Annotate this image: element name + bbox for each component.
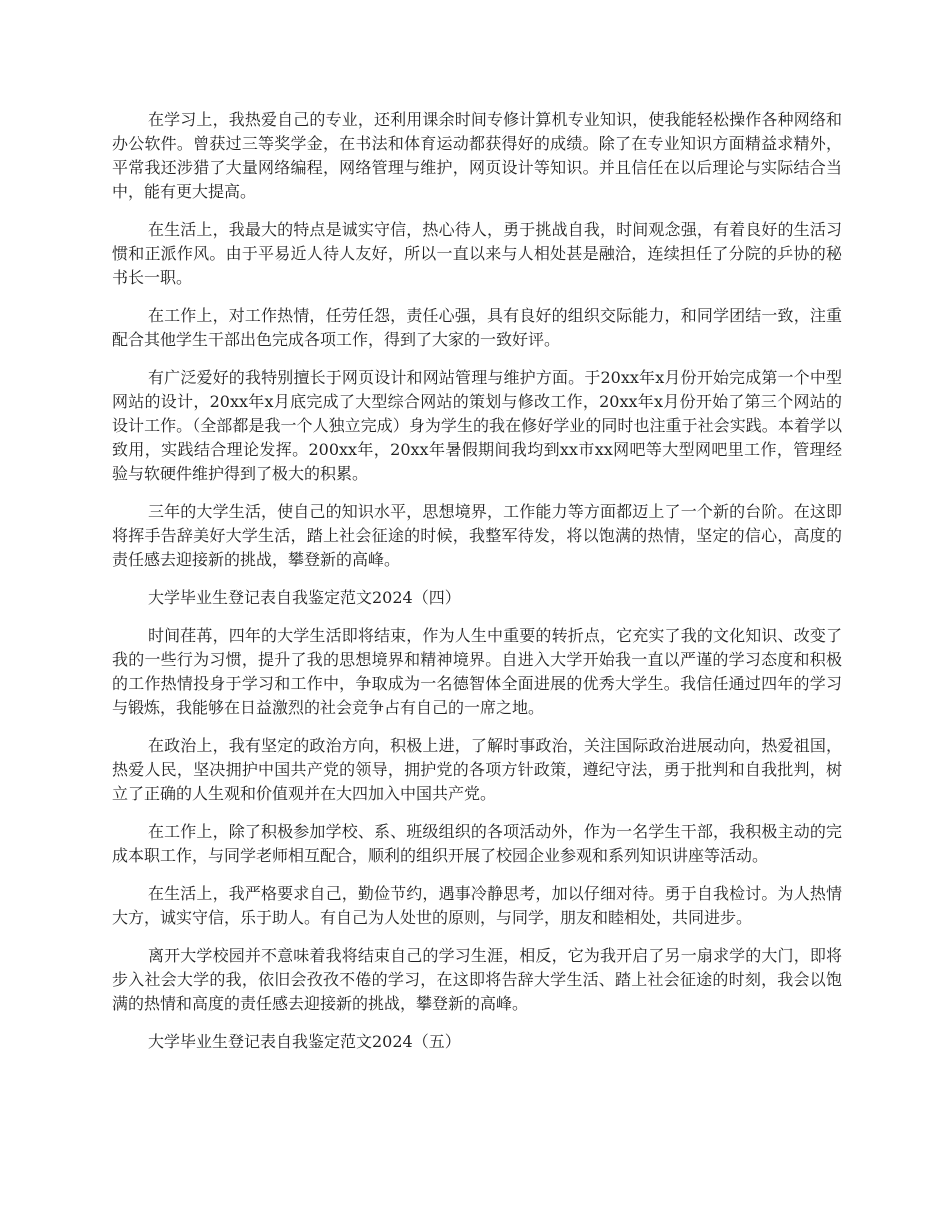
paragraph-work: 在工作上，对工作热情，任劳任怨，责任心强，具有良好的组织交际能力，和同学团结一致，注重配合其他学生干部出色完成各项工作，得到了大家的一致好评。 (112, 306, 842, 349)
paragraph-time-passes: 时间荏苒，四年的大学生活即将结束，作为人生中重要的转折点，它充实了我的文化知识、改变了我的一些行为习惯，提升了我的思想境界和精神境界。自进入大学开始我一直以严谨的学习态度和积极的工作热情投身于学习和工作中，争取成为一名德智体全面进展的优秀大学生。我信任通过四年的学习与锻炼，我能够在日益激烈的社会竞争占有自己的一席之地。 (112, 626, 842, 717)
paragraph-work-activities: 在工作上，除了积极参加学校、系、班级组织的各项活动外，作为一名学生干部，我积极主动的完成本职工作，与同学老师相互配合，顺利的组织开展了校园企业参观和系列知识讲座等活动。 (112, 822, 842, 865)
paragraph-web-design: 有广泛爱好的我特别擅长于网页设计和网站管理与维护方面。于20xx年x月份开始完成第一个中型网站的设计，20xx年x月底完成了大型综合网站的策划与修改工作，20xx年x月份开始了第三个网站的设计工作。（全部都是我一个人独立完成）身为学生的我在修好学业的同时也注重于社会实践。本着学以致用，实践结合理论发挥。200xx年，20xx年暑假期间我均到xx市xx网吧等大型网吧里工作，管理经验与软硬件维护得到了极大的积累。 (112, 368, 842, 483)
paragraph-politics: 在政治上，我有坚定的政治方向，积极上进，了解时事政治，关注国际政治进展动向，热爱祖国，热爱人民，坚决拥护中国共产党的领导，拥护党的各项方针政策，遵纪守法，勇于批判和自我批判，树立了正确的人生观和价值观并在大四加入中国共产党。 (112, 736, 842, 803)
paragraph-leaving-campus: 离开大学校园并不意味着我将结束自己的学习生涯，相反，它为我开启了另一扇求学的大门，即将步入社会大学的我，依旧会孜孜不倦的学习，在这即将告辞大学生活、踏上社会征途的时刻，我会以饱满的热情和高度的责任感去迎接新的挑战，攀登新的高峰。 (112, 946, 842, 1013)
paragraph-life: 在生活上，我最大的特点是诚实守信，热心待人，勇于挑战自我，时间观念强，有着良好的生活习惯和正派作风。由于平易近人待人友好，所以一直以来与人相处甚是融洽，连续担任了分院的乒协的秘书长一职。 (112, 220, 842, 287)
document-body (112, 108, 842, 1068)
paragraph-daily-life: 在生活上，我严格要求自己，勤俭节约，遇事冷静思考，加以仔细对待。勇于自我检讨。为人热情大方，诚实守信，乐于助人。有自己为人处世的原则，与同学，朋友和睦相处，共同进步。 (112, 884, 842, 927)
paragraph-study: 在学习上，我热爱自己的专业，还利用课余时间专修计算机专业知识，使我能轻松操作各种网络和办公软件。曾获过三等奖学金，在书法和体育运动都获得好的成绩。除了在专业知识方面精益求精外，平常我还涉猎了大量网络编程，网络管理与维护，网页设计等知识。并且信任在以后理论与实际结合当中，能有更大提高。 (112, 110, 842, 201)
section-heading-five: 大学毕业生登记表自我鉴定范文2024（五） (148, 1032, 461, 1051)
paragraph-three-years: 三年的大学生活，使自己的知识水平，思想境界，工作能力等方面都迈上了一个新的台阶。在这即将挥手告辞美好大学生活，踏上社会征途的时候，我整军待发，将以饱满的热情，坚定的信心，高度的责任感去迎接新的挑战，攀登新的高峰。 (112, 502, 842, 569)
section-heading-four: 大学毕业生登记表自我鉴定范文2024（四） (148, 588, 461, 607)
